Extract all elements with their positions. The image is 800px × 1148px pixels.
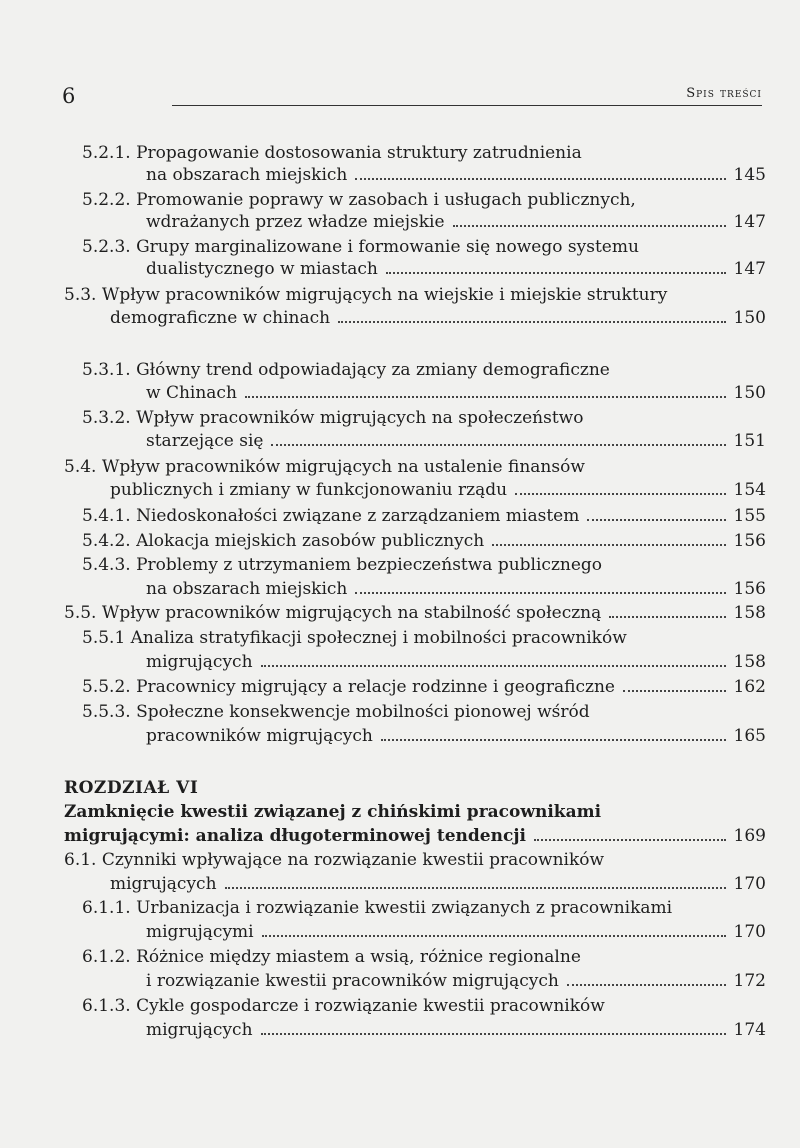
dot-leader bbox=[587, 519, 725, 521]
toc-entry-text: i rozwiązanie kwestii pracowników migrujących bbox=[146, 971, 559, 991]
dot-leader bbox=[261, 1033, 726, 1035]
dot-leader bbox=[453, 225, 726, 227]
dot-leader bbox=[355, 178, 725, 180]
toc-entry-text: wdrażanych przez władze miejskie bbox=[146, 212, 445, 232]
toc-entry-5-2-3 bbox=[146, 258, 766, 280]
toc-entry-5-5-3-title: 5.5.3. Społeczne konsekwencje mobilności pionowej wśród bbox=[82, 702, 590, 722]
page-number: 6 bbox=[62, 84, 76, 108]
dot-leader bbox=[623, 690, 726, 692]
toc-entry-text: pracowników migrujących bbox=[146, 726, 373, 746]
toc-entry-5-2-3-title: 5.2.3. Grupy marginalizowane i formowanie się nowego systemu bbox=[82, 237, 639, 257]
toc-entry-text: 5.5. Wpływ pracowników migrujących na stabilność społeczną bbox=[64, 603, 602, 623]
toc-entry-text: 5.4.1. Niedoskonałości związane z zarządzaniem miastem bbox=[82, 506, 580, 526]
toc-page-number: 150 bbox=[733, 308, 766, 328]
toc-entry-5-5-1-title: 5.5.1 Analiza stratyfikacji społecznej i mobilności pracowników bbox=[82, 628, 627, 648]
toc-page-number: 170 bbox=[733, 874, 766, 894]
toc-entry-text: demograficzne w chinach bbox=[110, 308, 331, 328]
toc-entry-5-4-1 bbox=[82, 505, 766, 527]
toc-entry-5-3-1 bbox=[146, 382, 766, 404]
dot-leader bbox=[225, 887, 726, 889]
toc-page-number: 156 bbox=[733, 579, 766, 599]
toc-entry-text: na obszarach miejskich bbox=[146, 165, 348, 185]
page-header bbox=[62, 80, 762, 110]
toc-entry-5-5 bbox=[64, 602, 766, 624]
dot-leader bbox=[355, 592, 725, 594]
toc-entry-text: migrujących bbox=[110, 874, 217, 894]
dot-leader bbox=[515, 493, 725, 495]
toc-page-number: 155 bbox=[733, 506, 766, 526]
toc-entry-text: w Chinach bbox=[146, 383, 237, 403]
dot-leader bbox=[381, 739, 726, 741]
toc-entry-6-1-2 bbox=[146, 970, 766, 992]
toc-entry-text: 5.4.2. Alokacja miejskich zasobów publicznych bbox=[82, 531, 485, 551]
toc-entry-5-3 bbox=[110, 307, 766, 329]
toc-entry-6-1-1-title: 6.1.1. Urbanizacja i rozwiązanie kwestii związanych z pracownikami bbox=[82, 898, 673, 918]
toc-entry-5-5-2 bbox=[82, 676, 766, 698]
toc-entry-5-2-2 bbox=[146, 211, 766, 233]
toc-entry-5-3-1-title: 5.3.1. Główny trend odpowiadający za zmiany demograficzne bbox=[82, 360, 610, 380]
toc-page-number: 147 bbox=[733, 212, 766, 232]
toc-entry-6-1-3-title: 6.1.3. Cykle gospodarcze i rozwiązanie kwestii pracowników bbox=[82, 996, 605, 1016]
toc-page-number: 165 bbox=[733, 726, 766, 746]
toc-entry-5-2-2-title: 5.2.2. Promowanie poprawy w zasobach i usługach publicznych, bbox=[82, 190, 636, 210]
toc-page-number: 172 bbox=[733, 971, 766, 991]
toc-entry-6-1-3 bbox=[146, 1019, 766, 1041]
chapter-title-line2 bbox=[64, 825, 766, 847]
chapter-title-line1: Zamknięcie kwestii związanej z chińskimi pracownikami bbox=[64, 802, 602, 822]
toc-page-number: 150 bbox=[733, 383, 766, 403]
toc-entry-text: migrującymi bbox=[146, 922, 254, 942]
toc-entry-text: migrującymi: analiza długoterminowej tendencji bbox=[64, 826, 526, 846]
chapter-label: ROZDZIAŁ VI bbox=[64, 778, 199, 798]
toc-page-number: 154 bbox=[733, 480, 766, 500]
toc-page-number: 162 bbox=[733, 677, 766, 697]
toc-page-number: 156 bbox=[733, 531, 766, 551]
toc-page-number: 147 bbox=[733, 259, 766, 279]
running-head-title: Spis treści bbox=[686, 86, 762, 101]
toc-page-number: 169 bbox=[733, 826, 766, 846]
toc-entry-6-1 bbox=[110, 873, 766, 895]
dot-leader bbox=[492, 544, 725, 546]
toc-entry-5-4-3 bbox=[146, 578, 766, 600]
dot-leader bbox=[271, 444, 725, 446]
dot-leader bbox=[245, 396, 726, 398]
toc-entry-5-4-2 bbox=[82, 530, 766, 552]
toc-page-number: 158 bbox=[733, 652, 766, 672]
dot-leader bbox=[609, 616, 725, 618]
dot-leader bbox=[386, 272, 726, 274]
toc-entry-5-4-title: 5.4. Wpływ pracowników migrujących na ustalenie finansów bbox=[64, 457, 585, 477]
toc-entry-5-4-3-title: 5.4.3. Problemy z utrzymaniem bezpieczeństwa publicznego bbox=[82, 555, 603, 575]
toc-entry-text: dualistycznego w miastach bbox=[146, 259, 378, 279]
toc-entry-5-5-3 bbox=[146, 725, 766, 747]
toc-entry-5-5-1 bbox=[146, 651, 766, 673]
toc-page-number: 174 bbox=[733, 1020, 766, 1040]
toc-entry-text: migrujących bbox=[146, 1020, 253, 1040]
toc-entry-text: starzejące się bbox=[146, 431, 264, 451]
toc-entry-6-1-1 bbox=[146, 921, 766, 943]
dot-leader bbox=[567, 984, 726, 986]
toc-entry-5-2-1-title: 5.2.1. Propagowanie dostosowania struktury zatrudnienia bbox=[82, 143, 582, 163]
dot-leader bbox=[261, 665, 726, 667]
header-rule bbox=[172, 105, 762, 106]
toc-page-number: 145 bbox=[733, 165, 766, 185]
toc-entry-6-1-2-title: 6.1.2. Różnice między miastem a wsią, różnice regionalne bbox=[82, 947, 581, 967]
toc-entry-text: 5.5.2. Pracownicy migrujący a relacje rodzinne i geograficzne bbox=[82, 677, 615, 697]
dot-leader bbox=[338, 321, 725, 323]
toc-entry-5-4 bbox=[110, 479, 766, 501]
toc-page-number: 170 bbox=[733, 922, 766, 942]
dot-leader bbox=[534, 839, 726, 841]
toc-entry-text: na obszarach miejskich bbox=[146, 579, 348, 599]
toc-entry-text: publicznych i zmiany w funkcjonowaniu rządu bbox=[110, 480, 508, 500]
dot-leader bbox=[262, 935, 726, 937]
toc-entry-5-3-2-title: 5.3.2. Wpływ pracowników migrujących na społeczeństwo bbox=[82, 408, 584, 428]
toc-entry-5-3-title: 5.3. Wpływ pracowników migrujących na wiejskie i miejskie struktury bbox=[64, 285, 668, 305]
toc-page-number: 151 bbox=[733, 431, 766, 451]
toc-entry-5-3-2 bbox=[146, 430, 766, 452]
toc-entry-5-2-1 bbox=[146, 164, 766, 186]
toc-entry-text: migrujących bbox=[146, 652, 253, 672]
toc-page-number: 158 bbox=[733, 603, 766, 623]
toc-entry-6-1-title: 6.1. Czynniki wpływające na rozwiązanie kwestii pracowników bbox=[64, 850, 605, 870]
